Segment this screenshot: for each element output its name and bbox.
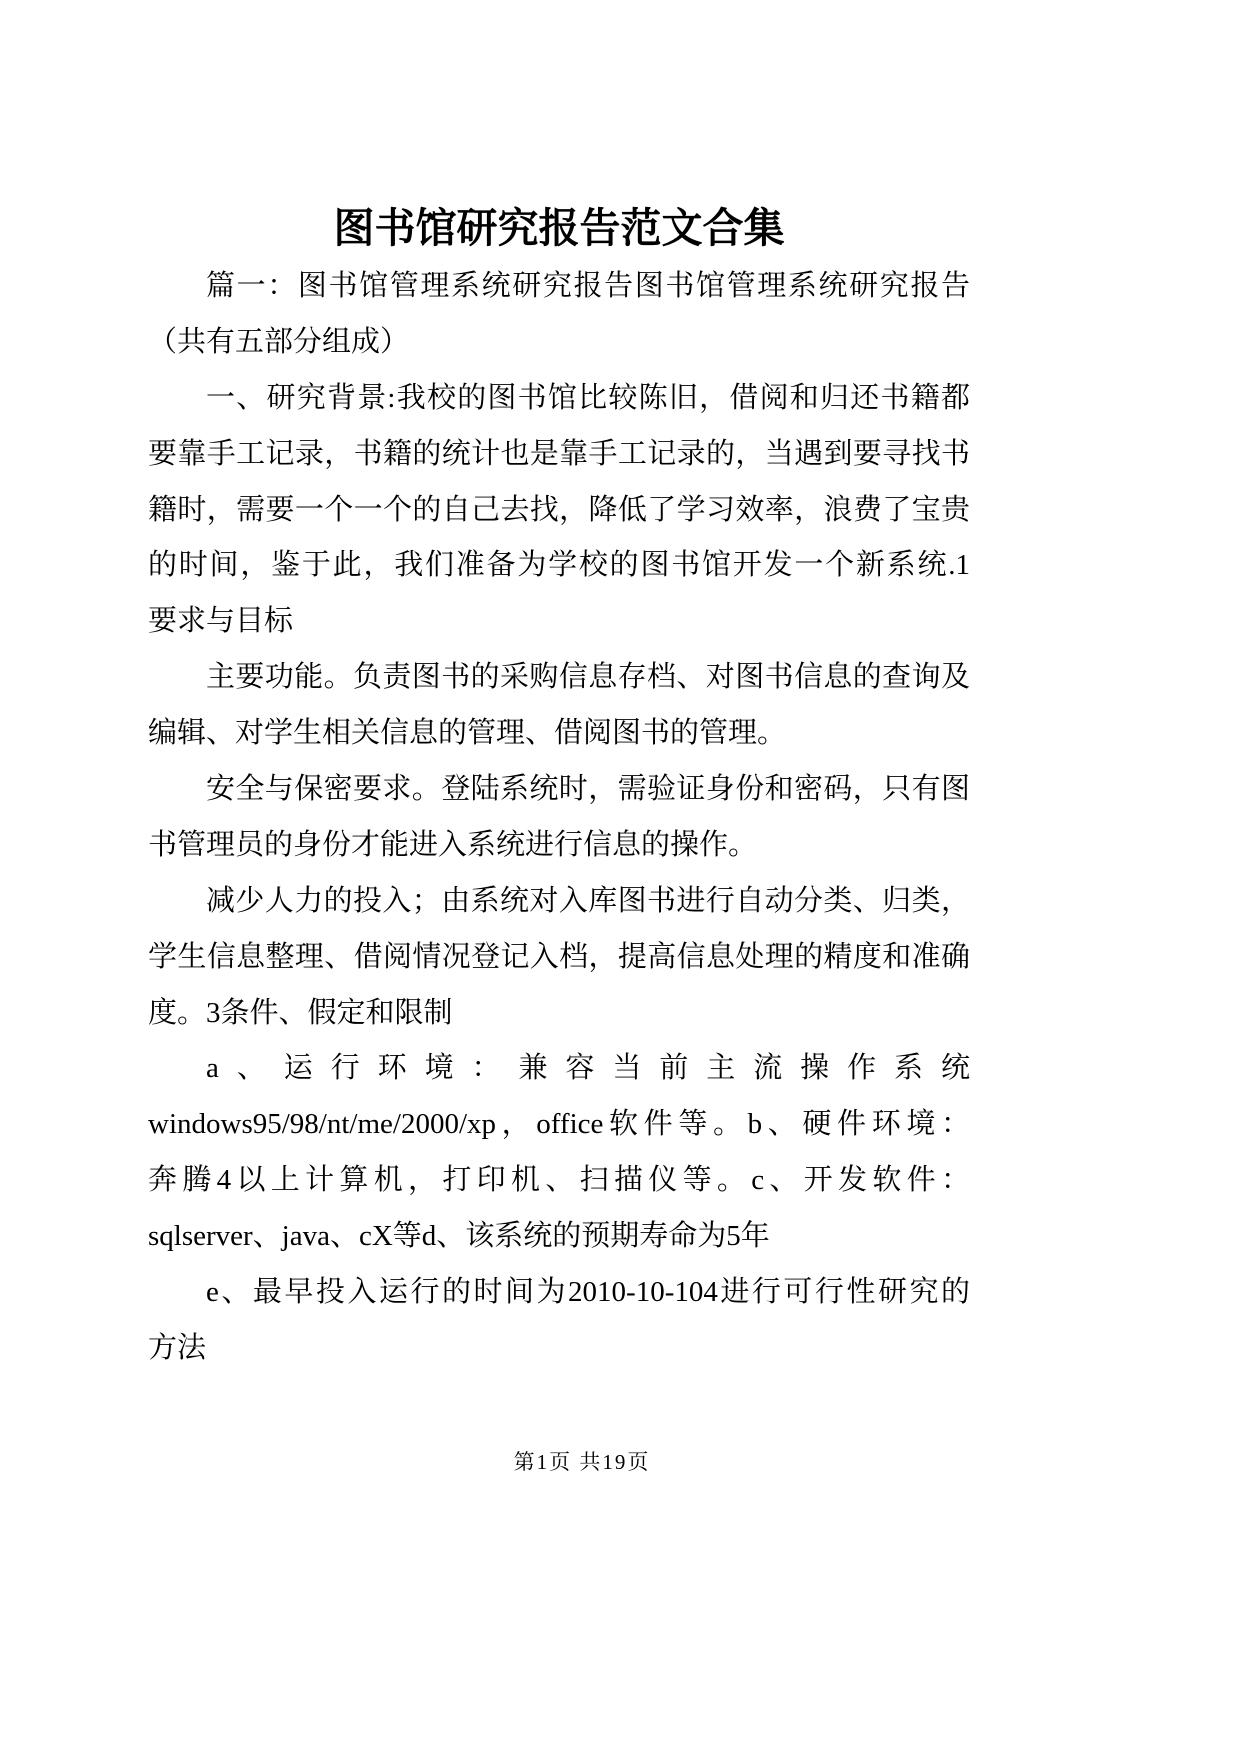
paragraph [148,1265,970,1377]
paragraph-line: 篇一：图书馆管理系统研究报告图书馆管理系统研究报告 [206,270,970,302]
paragraph [148,874,970,1042]
paragraph [148,650,970,762]
paragraph-line: 要靠手工记录，书籍的统计也是靠手工记录的，当遇到要寻找书 [148,437,970,470]
paragraph [148,762,970,874]
paragraph-line: 要求与目标 [148,605,294,638]
paragraph [148,371,970,650]
paragraph-line: 编辑、对学生相关信息的管理、借阅图书的管理。 [148,717,787,750]
paragraph-line: sqlserver、java、cX等d、该系统的预期寿命为5年 [148,1220,770,1253]
paragraph-line: 主要功能。负责图书的采购信息存档、对图书信息的查询及 [206,661,970,694]
paragraph-line: 书管理员的身份才能进入系统进行信息的操作。 [148,828,758,861]
paragraph-line: 减少人力的投入；由系统对入库图书进行自动分类、归类， [206,884,970,917]
page-number-footer: 第1页 共19页 [513,1450,651,1474]
paragraph-line: e、最早投入运行的时间为2010-10-104进行可行性研究的 [206,1276,970,1309]
document-title: 图书馆研究报告范文合集 [333,205,785,251]
paragraph-line: 学生信息整理、借阅情况登记入档，提高信息处理的精度和准确 [148,940,970,973]
paragraph-line: a、运行环境：兼容当前主流操作系统 [206,1052,970,1085]
paragraph-line: 安全与保密要求。登陆系统时，需验证身份和密码，只有图 [206,773,970,806]
paragraph-line: （共有五部分组成） [148,325,410,358]
paragraph-line: 方法 [148,1331,207,1364]
paragraph-line: 一、研究背景:我校的图书馆比较陈旧，借阅和归还书籍都 [206,381,970,414]
paragraph-line: 籍时，需要一个一个的自己去找，降低了学习效率，浪费了宝贵 [148,493,970,526]
paragraph-line: 奔腾4以上计算机，打印机、扫描仪等。c、开发软件： [148,1164,970,1197]
paragraph-line: 的时间，鉴于此，我们准备为学校的图书馆开发一个新系统.1 [148,549,970,582]
paragraph [148,1041,970,1265]
paragraph-line: windows95/98/nt/me/2000/xp，office软件等。b、硬件环境： [148,1108,970,1141]
paragraph-line: 度。3条件、假定和限制 [148,996,453,1029]
paragraph [148,259,970,371]
document-body [148,259,970,1377]
